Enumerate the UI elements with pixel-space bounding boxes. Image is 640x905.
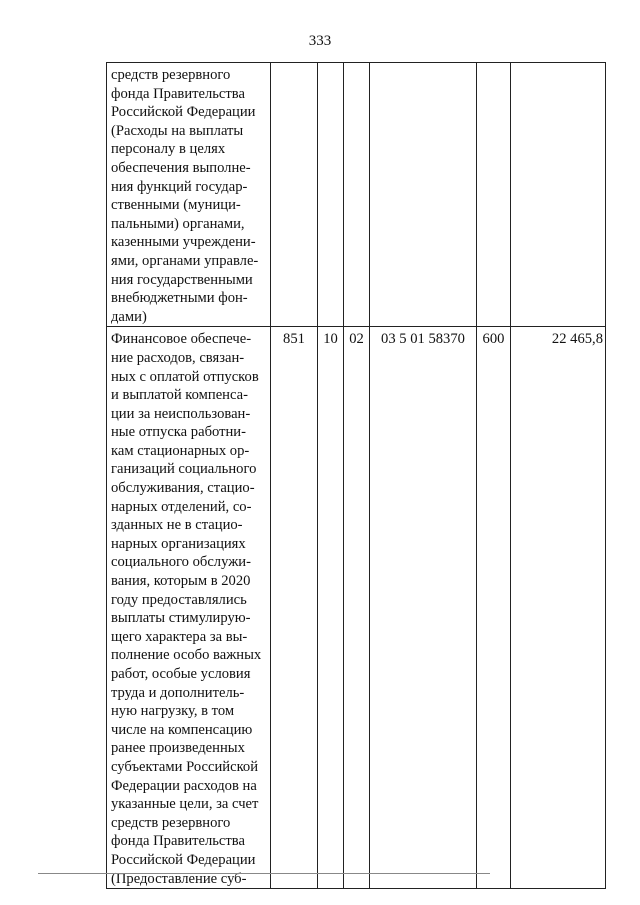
description-line: ние расходов, связан- [111, 349, 245, 366]
table-row [107, 327, 606, 889]
description-line: Финансовое обеспече- [111, 331, 252, 348]
description-cell [107, 63, 271, 327]
target-article-cell [370, 63, 477, 327]
description-line: нарных отделений, со- [111, 498, 252, 515]
description-line: фонда Правительства [111, 85, 245, 102]
description-line: (Расходы на выплаты [111, 122, 244, 139]
budget-table [106, 62, 606, 889]
description-line: казенными учреждени- [111, 234, 256, 251]
amount-value [603, 67, 605, 83]
description-line: выплаты стимулирую- [111, 610, 251, 627]
description-line: (Предоставление суб- [111, 870, 247, 887]
target-article-cell: 03 5 01 58370 [370, 327, 477, 889]
description-line: ции за неиспользован- [111, 405, 251, 422]
description-line: Федерации расходов на [111, 777, 257, 794]
description-line: и выплатой компенса- [111, 387, 248, 404]
description-line: ную нагрузку, в том [111, 703, 235, 720]
description-line: внебюджетными фон- [111, 290, 248, 307]
description-line: дами) [111, 308, 147, 325]
description-line: указанные цели, за счет [111, 796, 259, 813]
ministry-code-cell [271, 63, 318, 327]
description-line: ями, органами управле- [111, 252, 259, 269]
description-line: ганизаций социального [111, 461, 257, 478]
description-line: средств резервного [111, 67, 231, 83]
amount-value: 22 465,8 [551, 331, 603, 348]
description-line: ранее произведенных [111, 740, 245, 757]
description-line: труда и дополнитель- [111, 684, 245, 701]
description-line: ния функций государ- [111, 178, 248, 195]
section-code-cell: 10 [318, 327, 344, 889]
description-line: числе на компенсацию [111, 721, 253, 738]
description-line: полнение особо важных [111, 647, 262, 664]
expense-type-cell: 600 [477, 327, 511, 889]
description-line: ственными (муници- [111, 197, 241, 214]
table-row [107, 63, 606, 327]
amount-cell [511, 63, 606, 327]
bottom-divider [38, 873, 490, 874]
description-cell [107, 327, 271, 889]
description-line: вания, которым в 2020 [111, 573, 251, 590]
description-line: ных с оплатой отпусков [111, 368, 259, 385]
description-line: социального обслужи- [111, 554, 251, 571]
expense-type-cell [477, 63, 511, 327]
description-line: обслуживания, стацио- [111, 480, 255, 497]
description-line: субъектами Российской [111, 758, 259, 775]
description-line: обеспечения выполне- [111, 159, 251, 176]
description-line: пальными) органами, [111, 215, 245, 232]
page-number: 333 [308, 33, 332, 49]
description-line: ния государственными [111, 271, 253, 288]
description-line: средств резервного [111, 814, 231, 831]
description-line: работ, особые условия [111, 666, 251, 682]
subsection-code-cell: 02 [344, 327, 370, 889]
description-line: щего характера за вы- [111, 628, 248, 645]
description-line: году предоставлялись [111, 591, 247, 608]
description-line: фонда Правительства [111, 833, 245, 850]
description-line: кам стационарных ор- [111, 442, 250, 459]
description-line: зданных не в стацио- [111, 517, 243, 534]
ministry-code-cell: 851 [271, 327, 318, 889]
description-line: нарных организациях [111, 535, 246, 552]
description-line: ные отпуска работни- [111, 424, 246, 441]
amount-cell [511, 327, 606, 889]
subsection-code-cell [344, 63, 370, 327]
description-line: персоналу в целях [111, 141, 226, 158]
description-line: Российской Федерации [111, 851, 256, 868]
description-line: Российской Федерации [111, 104, 256, 121]
section-code-cell [318, 63, 344, 327]
